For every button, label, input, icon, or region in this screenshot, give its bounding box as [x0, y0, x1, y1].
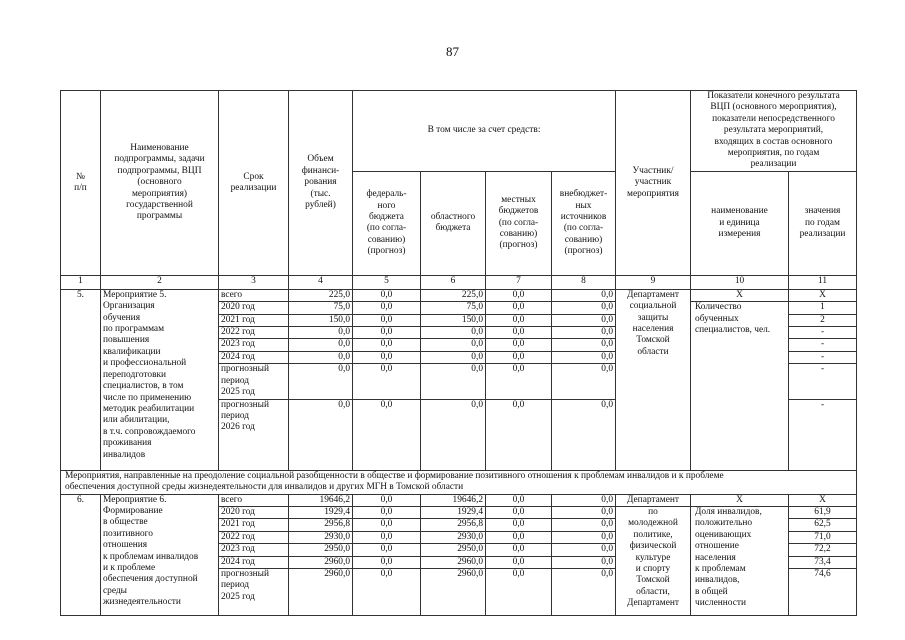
indicator-value-cell: X: [789, 289, 857, 301]
federal-cell: 0,0: [353, 339, 421, 351]
period-cell: прогнозный период 2025 год: [219, 568, 289, 615]
column-number: 5: [353, 275, 421, 289]
extrabudget-cell: 0,0: [552, 399, 616, 470]
participant-cell: Департамент социальной защиты населения Томской области: [616, 289, 691, 470]
header-indicator-value: значения по годам реализации: [789, 171, 857, 275]
total-cell: 19646,2: [289, 494, 353, 506]
header-regional: областного бюджета: [421, 171, 486, 275]
federal-cell: 0,0: [353, 327, 421, 339]
period-cell: 2020 год: [219, 506, 289, 518]
local-cell: 0,0: [486, 399, 552, 470]
extrabudget-cell: 0,0: [552, 364, 616, 399]
table-row: [61, 494, 857, 506]
federal-cell: 0,0: [353, 364, 421, 399]
column-number: 10: [691, 275, 789, 289]
header-participant: Участник/ участник мероприятия: [616, 91, 691, 276]
column-number: 8: [552, 275, 616, 289]
federal-cell: 0,0: [353, 302, 421, 314]
total-cell: 75,0: [289, 302, 353, 314]
regional-cell: 0,0: [421, 399, 486, 470]
local-cell: 0,0: [486, 556, 552, 568]
local-cell: 0,0: [486, 568, 552, 615]
program-table: [60, 90, 857, 616]
regional-cell: 0,0: [421, 327, 486, 339]
total-cell: 2960,0: [289, 568, 353, 615]
indicator-value-cell: 1: [789, 302, 857, 314]
extrabudget-cell: 0,0: [552, 519, 616, 531]
extrabudget-cell: 0,0: [552, 568, 616, 615]
period-cell: 2021 год: [219, 519, 289, 531]
total-cell: 0,0: [289, 351, 353, 363]
total-cell: 0,0: [289, 327, 353, 339]
header-row: [61, 91, 857, 172]
period-cell: 2024 год: [219, 556, 289, 568]
local-cell: 0,0: [486, 519, 552, 531]
period-cell: прогнозный период 2025 год: [219, 364, 289, 399]
regional-cell: 150,0: [421, 314, 486, 326]
regional-cell: 19646,2: [421, 494, 486, 506]
indicator-name-cell: X: [691, 289, 789, 301]
header-extrabudget: внебюджет- ных источников (по согла- сованию) (прогноз): [552, 171, 616, 275]
regional-cell: 2956,8: [421, 519, 486, 531]
column-number: 7: [486, 275, 552, 289]
period-cell: 2022 год: [219, 327, 289, 339]
federal-cell: 0,0: [353, 568, 421, 615]
period-cell: прогнозный период 2026 год: [219, 399, 289, 470]
indicator-value-cell: 72,2: [789, 544, 857, 556]
extrabudget-cell: 0,0: [552, 351, 616, 363]
indicator-value-cell: 73,4: [789, 556, 857, 568]
participant-cell: Департамент: [616, 494, 691, 506]
table-row: [61, 289, 857, 301]
federal-cell: 0,0: [353, 531, 421, 543]
total-cell: 0,0: [289, 339, 353, 351]
local-cell: 0,0: [486, 544, 552, 556]
extrabudget-cell: 0,0: [552, 506, 616, 518]
federal-cell: 0,0: [353, 289, 421, 301]
indicator-name-cell: Доля инвалидов, положительно оценивающих отношение населения к проблемам инвалидов, в общей численности: [691, 506, 789, 615]
federal-cell: 0,0: [353, 351, 421, 363]
period-cell: 2023 год: [219, 544, 289, 556]
header-num: № п/п: [61, 91, 101, 276]
total-cell: 2960,0: [289, 556, 353, 568]
indicator-value-cell: 71,0: [789, 531, 857, 543]
extrabudget-cell: 0,0: [552, 339, 616, 351]
header-total: Объем финанси- рования (тыс. рублей): [289, 91, 353, 276]
period-cell: 2021 год: [219, 314, 289, 326]
participant-cell: по молодежной политике, физической культуре и спорту Томской области, Департамент: [616, 506, 691, 615]
period-cell: 2024 год: [219, 351, 289, 363]
item-number: 6.: [61, 494, 101, 615]
local-cell: 0,0: [486, 302, 552, 314]
column-number: 2: [101, 275, 219, 289]
indicator-value-cell: 2: [789, 314, 857, 326]
extrabudget-cell: 0,0: [552, 314, 616, 326]
indicator-value-cell: 74,6: [789, 568, 857, 615]
extrabudget-cell: 0,0: [552, 494, 616, 506]
total-cell: 1929,4: [289, 506, 353, 518]
extrabudget-cell: 0,0: [552, 302, 616, 314]
regional-cell: 2950,0: [421, 544, 486, 556]
total-cell: 0,0: [289, 364, 353, 399]
total-cell: 2950,0: [289, 544, 353, 556]
regional-cell: 2960,0: [421, 568, 486, 615]
total-cell: 150,0: [289, 314, 353, 326]
federal-cell: 0,0: [353, 494, 421, 506]
indicator-value-cell: 62,5: [789, 519, 857, 531]
total-cell: 0,0: [289, 399, 353, 470]
item-name: Мероприятие 5. Организация обучения по программам повышения квалификации и профессиональной переподготовки специалистов, в том числе по применению методик реабилитации или абилитации, в т.ч. сопровождаемого проживания инвалидов: [101, 289, 219, 470]
column-number: 6: [421, 275, 486, 289]
federal-cell: 0,0: [353, 314, 421, 326]
header-federal: федераль- ного бюджета (по согла- сованию) (прогноз): [353, 171, 421, 275]
total-cell: 2930,0: [289, 531, 353, 543]
period-cell: всего: [219, 494, 289, 506]
header-period: Срок реализации: [219, 91, 289, 276]
local-cell: 0,0: [486, 289, 552, 301]
local-cell: 0,0: [486, 494, 552, 506]
item-name: Мероприятие 6. Формирование в обществе позитивного отношения к проблемам инвалидов и к проблеме обеспечения доступной среды жизнедеятельности: [101, 494, 219, 615]
local-cell: 0,0: [486, 351, 552, 363]
column-number: 3: [219, 275, 289, 289]
indicator-value-cell: -: [789, 327, 857, 339]
regional-cell: 0,0: [421, 339, 486, 351]
column-number-row: [61, 275, 857, 289]
local-cell: 0,0: [486, 506, 552, 518]
column-number: 1: [61, 275, 101, 289]
column-number: 9: [616, 275, 691, 289]
local-cell: 0,0: [486, 364, 552, 399]
header-indicator-name: наименование и единица измерения: [691, 171, 789, 275]
period-cell: 2020 год: [219, 302, 289, 314]
total-cell: 2956,8: [289, 519, 353, 531]
indicator-name-cell: Количество обученных специалистов, чел.: [691, 302, 789, 470]
header-local: местных бюджетов (по согла- сованию) (прогноз): [486, 171, 552, 275]
page-number: 87: [446, 44, 459, 59]
period-cell: всего: [219, 289, 289, 301]
indicator-value-cell: -: [789, 339, 857, 351]
indicator-value-cell: -: [789, 399, 857, 470]
local-cell: 0,0: [486, 339, 552, 351]
regional-cell: 1929,4: [421, 506, 486, 518]
federal-cell: 0,0: [353, 556, 421, 568]
local-cell: 0,0: [486, 531, 552, 543]
local-cell: 0,0: [486, 314, 552, 326]
federal-cell: 0,0: [353, 399, 421, 470]
header-funding-group: В том числе за счет средств:: [353, 91, 616, 172]
federal-cell: 0,0: [353, 544, 421, 556]
indicator-value-cell: 61,9: [789, 506, 857, 518]
column-number: 4: [289, 275, 353, 289]
local-cell: 0,0: [486, 327, 552, 339]
total-cell: 225,0: [289, 289, 353, 301]
item-number: 5.: [61, 289, 101, 470]
federal-cell: 0,0: [353, 506, 421, 518]
period-cell: 2022 год: [219, 531, 289, 543]
column-number: 11: [789, 275, 857, 289]
extrabudget-cell: 0,0: [552, 289, 616, 301]
indicator-name-cell: X: [691, 494, 789, 506]
header-indicators: Показатели конечного результата ВЦП (основного мероприятия), показатели непосредственного результата мероприятий, входящих в состав основного мероприятия, по годам реализации: [691, 91, 857, 172]
regional-cell: 0,0: [421, 364, 486, 399]
regional-cell: 2960,0: [421, 556, 486, 568]
regional-cell: 75,0: [421, 302, 486, 314]
section-title: Мероприятия, направленные на преодоление социальной разобщенности в обществе и формирование позитивного отношения к проблемам инвалидов и к проблеме обеспечения доступной среды жизнедеятельности для инвалидов и других МГН в Томской области: [61, 470, 857, 494]
regional-cell: 225,0: [421, 289, 486, 301]
indicator-value-cell: -: [789, 364, 857, 399]
indicator-value-cell: -: [789, 351, 857, 363]
federal-cell: 0,0: [353, 519, 421, 531]
extrabudget-cell: 0,0: [552, 556, 616, 568]
indicator-value-cell: X: [789, 494, 857, 506]
extrabudget-cell: 0,0: [552, 327, 616, 339]
extrabudget-cell: 0,0: [552, 531, 616, 543]
regional-cell: 0,0: [421, 351, 486, 363]
period-cell: 2023 год: [219, 339, 289, 351]
extrabudget-cell: 0,0: [552, 544, 616, 556]
regional-cell: 2930,0: [421, 531, 486, 543]
header-name: Наименование подпрограммы, задачи подпрограммы, ВЦП (основного мероприятия) государственной программы: [101, 91, 219, 276]
section-row: [61, 470, 857, 494]
